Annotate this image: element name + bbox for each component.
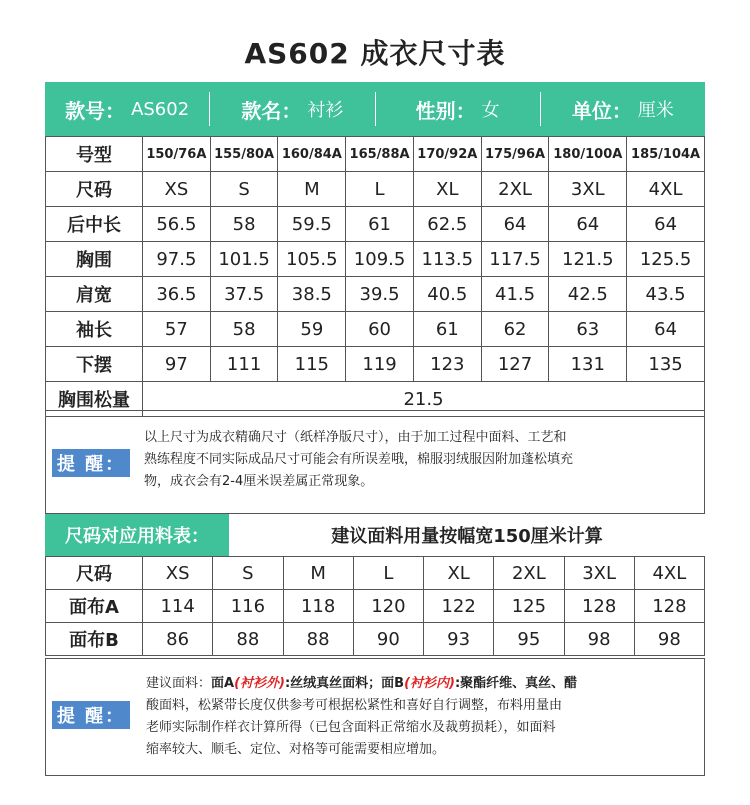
table-cell: 37.5	[210, 277, 278, 312]
table-cell: 105.5	[278, 242, 346, 277]
table-cell: 165/88A	[346, 137, 414, 172]
style-number-label: 款号：	[65, 98, 126, 123]
table-cell: 62	[481, 312, 549, 347]
table-cell: M	[278, 172, 346, 207]
reminder-line: 熟练程度不同实际成品尺寸可能会有所误差哦，棉服羽绒服因附加蓬松填充	[144, 452, 574, 467]
style-number-value: AS602	[131, 98, 190, 120]
table-cell: 117.5	[481, 242, 549, 277]
row-header: 面布B	[46, 623, 143, 656]
table-cell: 60	[346, 312, 414, 347]
table-cell: 36.5	[143, 277, 211, 312]
table-cell: 95	[494, 623, 564, 656]
text-span: 面A	[211, 676, 235, 691]
text-span: 建议面料：	[146, 676, 212, 691]
reminder-badge: 提 醒：	[52, 449, 130, 477]
fabric-reminder-box	[45, 658, 705, 776]
table-cell: 40.5	[413, 277, 481, 312]
row-header: 尺码	[46, 557, 143, 590]
style-name-label: 款名：	[241, 98, 302, 123]
table-cell: L	[346, 172, 414, 207]
table-cell: 3XL	[549, 172, 627, 207]
table-cell: 155/80A	[210, 137, 278, 172]
table-cell: 121.5	[549, 242, 627, 277]
text-span: :聚酯纤维、真丝、醋	[454, 676, 578, 691]
table-row	[46, 312, 705, 347]
table-cell: 125.5	[627, 242, 705, 277]
fabric-section-note: 建议面料用量按幅宽150厘米计算	[331, 526, 603, 547]
table-cell: 128	[564, 590, 634, 623]
table-row	[46, 347, 705, 382]
table-cell: 88	[213, 623, 283, 656]
table-row	[46, 137, 705, 172]
size-table	[45, 136, 705, 417]
row-header: 肩宽	[46, 277, 143, 312]
table-cell: 119	[346, 347, 414, 382]
table-cell: M	[283, 557, 353, 590]
table-cell: 38.5	[278, 277, 346, 312]
table-cell: 88	[283, 623, 353, 656]
unit-label: 单位：	[571, 98, 632, 123]
highlight-text: (衬衫内)	[404, 676, 455, 691]
table-cell: 150/76A	[143, 137, 211, 172]
table-cell: 3XL	[564, 557, 634, 590]
table-cell: 118	[283, 590, 353, 623]
table-row	[46, 242, 705, 277]
table-row	[46, 623, 705, 656]
fabric-section-header	[45, 514, 705, 556]
reminder-line: 物，成衣会有2-4厘米误差属正常现象。	[144, 474, 374, 489]
table-cell: L	[353, 557, 423, 590]
table-cell: 2XL	[494, 557, 564, 590]
fabric-reminder-line: 缩率较大、顺毛、定位、对格等可能需要相应增加。	[146, 742, 446, 757]
table-cell: 135	[627, 347, 705, 382]
table-cell: 59	[278, 312, 346, 347]
table-cell: 61	[346, 207, 414, 242]
gender-cell	[376, 82, 540, 136]
table-cell: 128	[634, 590, 704, 623]
reminder-text	[144, 427, 700, 493]
table-cell: 86	[143, 623, 213, 656]
table-cell: 97	[143, 347, 211, 382]
table-cell: 64	[627, 312, 705, 347]
table-cell: XS	[143, 557, 213, 590]
unit-cell	[541, 82, 705, 136]
table-cell: S	[213, 557, 283, 590]
gender-label: 性别：	[415, 98, 476, 123]
fabric-reminder-badge: 提 醒：	[52, 701, 130, 729]
table-cell: 4XL	[627, 172, 705, 207]
row-header: 尺码	[46, 172, 143, 207]
table-cell: 120	[353, 590, 423, 623]
style-name-cell	[210, 82, 374, 136]
table-cell: 58	[210, 312, 278, 347]
table-cell: 170/92A	[413, 137, 481, 172]
page-title: AS602 成衣尺寸表	[244, 37, 506, 70]
table-cell: 39.5	[346, 277, 414, 312]
fabric-reminder-line: 酸面料，松紧带长度仅供参考可根据松紧性和喜好自行调整，布料用量由	[146, 698, 563, 713]
text-span: :丝绒真丝面料；面B	[284, 676, 405, 691]
table-cell: 4XL	[634, 557, 704, 590]
table-cell: 64	[627, 207, 705, 242]
table-cell: 175/96A	[481, 137, 549, 172]
table-cell: 123	[413, 347, 481, 382]
table-cell: 43.5	[627, 277, 705, 312]
row-header: 号型	[46, 137, 143, 172]
table-row	[46, 277, 705, 312]
unit-value: 厘米	[637, 100, 674, 121]
table-cell: 61	[413, 312, 481, 347]
row-header: 后中长	[46, 207, 143, 242]
table-cell: 160/84A	[278, 137, 346, 172]
table-row	[46, 172, 705, 207]
table-cell: 64	[481, 207, 549, 242]
row-header: 袖长	[46, 312, 143, 347]
row-header: 胸围	[46, 242, 143, 277]
info-header-bar	[45, 82, 705, 136]
table-cell: 114	[143, 590, 213, 623]
table-cell: 109.5	[346, 242, 414, 277]
table-cell: 90	[353, 623, 423, 656]
table-cell: 185/104A	[627, 137, 705, 172]
table-row	[46, 557, 705, 590]
table-row	[46, 590, 705, 623]
table-cell: 98	[564, 623, 634, 656]
style-number-cell	[45, 82, 209, 136]
table-cell: 58	[210, 207, 278, 242]
table-cell: 131	[549, 347, 627, 382]
table-cell: S	[210, 172, 278, 207]
table-cell: 93	[424, 623, 494, 656]
table-cell: 63	[549, 312, 627, 347]
style-name-value: 衬衫	[307, 100, 344, 121]
table-cell: 56.5	[143, 207, 211, 242]
table-cell: 57	[143, 312, 211, 347]
table-cell: 62.5	[413, 207, 481, 242]
table-cell: 2XL	[481, 172, 549, 207]
table-cell: 113.5	[413, 242, 481, 277]
table-cell: 122	[424, 590, 494, 623]
table-row	[46, 207, 705, 242]
table-cell: XL	[413, 172, 481, 207]
table-cell: 101.5	[210, 242, 278, 277]
table-cell: 97.5	[143, 242, 211, 277]
gender-value: 女	[481, 100, 500, 121]
table-cell: 98	[634, 623, 704, 656]
row-header: 面布A	[46, 590, 143, 623]
fabric-reminder-text	[146, 673, 702, 761]
table-cell: 127	[481, 347, 549, 382]
table-cell: 115	[278, 347, 346, 382]
table-cell: XS	[143, 172, 211, 207]
fabric-reminder-line	[146, 673, 702, 695]
table-cell: 125	[494, 590, 564, 623]
fabric-section-title: 尺码对应用料表：	[45, 514, 229, 556]
table-cell: 41.5	[481, 277, 549, 312]
reminder-line: 以上尺寸为成衣精确尺寸（纸样净版尺寸），由于加工过程中面料、工艺和	[144, 430, 567, 445]
fabric-table	[45, 556, 705, 656]
table-cell: 64	[549, 207, 627, 242]
ease-value-cell: 21.5	[143, 382, 705, 417]
table-cell: XL	[424, 557, 494, 590]
highlight-text: (衬衫外)	[234, 676, 285, 691]
row-header: 胸围松量	[46, 382, 143, 417]
reminder-box	[45, 410, 705, 514]
table-cell: 116	[213, 590, 283, 623]
fabric-reminder-line: 老师实际制作样衣计算所得（已包含面料正常缩水及裁剪损耗），如面料	[146, 720, 556, 735]
table-cell: 59.5	[278, 207, 346, 242]
table-cell: 180/100A	[549, 137, 627, 172]
table-cell: 111	[210, 347, 278, 382]
row-header: 下摆	[46, 347, 143, 382]
table-cell: 42.5	[549, 277, 627, 312]
